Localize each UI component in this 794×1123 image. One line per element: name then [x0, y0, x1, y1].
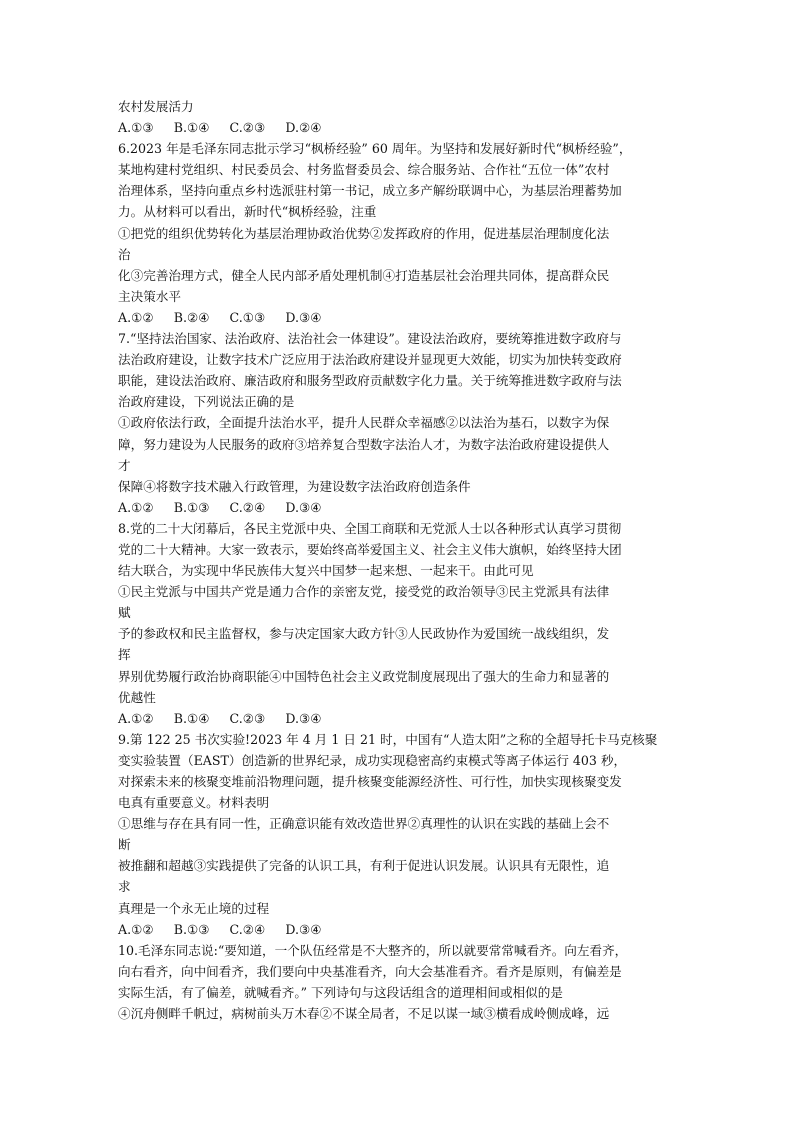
question-text-line: ①政府依法行政，全面提升法治水平，提升人民群众幸福感②以法治为基石，以数字为保 — [118, 415, 610, 431]
answer-options — [118, 307, 680, 328]
question-6 — [118, 138, 680, 328]
question-text-line: ①民主党派与中国共产党是通力合作的亲密友党，接受党的政治领导③民主党派具有法律 — [118, 584, 610, 600]
question-text-line: ①思维与存在具有同一性，正确意识能有效改造世界②真理性的认识在实践的基础上会不 — [118, 816, 610, 832]
option-b: B.①③ — [173, 921, 210, 937]
question-text-line: 8.党的二十大闭幕后，各民主党派中央、全国工商联和无党派人士以各种形式认真学习贯彻 — [118, 520, 622, 536]
answer-options — [118, 919, 680, 940]
option-d: D.③④ — [285, 921, 322, 937]
option-d: D.③④ — [285, 710, 322, 726]
option-d: D.③④ — [285, 499, 322, 515]
question-text-line: 6.2023 年是毛泽东同志批示学习“枫桥经验” 60 周年。为坚持和发展好新时代“枫桥经验”， — [118, 141, 632, 157]
question-8 — [118, 518, 680, 729]
option-c: C.②③ — [229, 710, 266, 726]
exam-page — [118, 96, 680, 1024]
option-c: C.②④ — [229, 499, 266, 515]
question-text-line: ①把党的组织优势转化为基层治理协政治优势②发挥政府的作用，促进基层治理制度化法 — [118, 225, 610, 241]
option-a: A.①② — [118, 921, 154, 937]
question-text-line: 保障④将数字技术融入行政管理，为建设数字法治政府创造条件 — [118, 478, 471, 494]
question-text-line: 求 — [118, 879, 131, 895]
question-text-line: 治理体系，坚持向重点乡村选派驻村第一书记，成立多产解纷联调中心，为基层治理蓄势加 — [118, 183, 622, 199]
question-text-line: 优越性 — [118, 689, 156, 705]
option-b: B.①④ — [173, 710, 210, 726]
option-b: B.②④ — [173, 309, 210, 325]
question-text-line: 主决策水平 — [118, 288, 181, 304]
question-text-line: 职能，建设法治政府、廉洁政府和服务型政府贡献数字化力量。关于统筹推进数字政府与法 — [118, 373, 622, 389]
question-text-line: 才 — [118, 457, 131, 473]
question-text-line: 治 — [118, 246, 131, 262]
question-text-line: 党的二十大精神。大家一致表示，要始终高举爱国主义、社会主义伟大旗帜，始终坚持大团 — [118, 541, 622, 557]
question-text-line: 向右看齐，向中间看齐，我们要向中央基准看齐，向大会基准看齐。看齐是原则，有偏差是 — [118, 963, 622, 979]
question-text-line: 某地构建村党组织、村民委员会、村务监督委员会、综合服务站、合作社“五位一体”农村 — [118, 162, 610, 178]
question-7 — [118, 328, 680, 518]
question-text-line: 真理是一个永无止境的过程 — [118, 900, 270, 916]
question-text-line: 挥 — [118, 647, 131, 663]
question-text-line: 电真有重要意义。材料表明 — [118, 795, 270, 811]
option-a: A.①③ — [118, 120, 154, 136]
continuation-block — [118, 96, 680, 138]
option-d: D.②④ — [285, 120, 322, 136]
question-9 — [118, 729, 680, 940]
answer-options — [118, 497, 680, 518]
question-text-line: 治政府建设，下列说法正确的是 — [118, 394, 295, 410]
option-b: B.①③ — [173, 499, 210, 515]
question-10 — [118, 940, 680, 1024]
question-text-line: 力。从材料可以看出，新时代“枫桥经验，注重 — [118, 204, 377, 220]
option-c: C.②④ — [229, 921, 266, 937]
option-c: C.①③ — [229, 309, 266, 325]
option-c: C.②③ — [229, 120, 266, 136]
question-text-line: 界别优势履行政治协商职能④中国特色社会主义政党制度展现出了强大的生命力和显著的 — [118, 668, 610, 684]
answer-options — [118, 708, 680, 729]
option-b: B.①④ — [173, 120, 210, 136]
question-text-line: 9.第 122 25 书次实验!2023 年 4 月 1 日 21 时，中国有“人造太阳”之称的全超导托卡马克核聚 — [118, 731, 658, 747]
question-text-line: 予的参政权和民主监督权，参与决定国家大政方针③人民政协作为爱国统一战线组织，发 — [118, 626, 610, 642]
question-text-line: 法治政府建设，让数字技术广泛应用于法治政府建设并显现更大效能，切实为加快转变政府 — [118, 352, 622, 368]
question-text-line: 化③完善治理方式，健全人民内部矛盾处理机制④打造基层社会治理共同体，提高群众民 — [118, 267, 610, 283]
question-text-line: 实际生活，有了偏差，就喊看齐。” 下列诗句与这段话组含的道理相间或相似的是 — [118, 984, 563, 1000]
option-d: D.③④ — [285, 309, 322, 325]
option-a: A.①② — [118, 309, 154, 325]
question-text-line: 农村发展活力 — [118, 99, 194, 114]
option-a: A.①② — [118, 710, 154, 726]
question-text-line: ④沉舟侧畔千帆过，病树前头万木春②不谋全局者，不足以谋一域③横看成岭侧成峰，远 — [118, 1006, 610, 1022]
answer-options — [118, 117, 680, 138]
question-text-line: 10.毛泽东同志说:“要知道，一个队伍经常是不大整齐的，所以就要常常喊看齐。向左看齐， — [118, 942, 628, 958]
question-text-line: 断 — [118, 837, 131, 853]
question-text-line: 对探索未来的核聚变堆前沿物理问题，提升核聚变能源经济性、可行性，加快实现核聚变发 — [118, 774, 622, 789]
question-text-line: 障，努力建设为人民服务的政府③培养复合型数字法治人才，为数字法治政府建设提供人 — [118, 436, 610, 452]
question-text-line: 结大联合，为实现中华民族伟大复兴中国梦一起来想、一起来干。由此可见 — [118, 563, 534, 579]
question-text-line: 变实验装置（EAST）创造新的世界纪录，成功实现稳密高约束模式等离子体运行 403 秒， — [118, 752, 627, 768]
question-text-line: 被推翻和超越③实践提供了完备的认识工具，有利于促进认识发展。认识具有无限性，追 — [118, 858, 610, 874]
question-text-line: 7.“坚持法治国家、法治政府、法治社会一体建设”。建设法治政府，要统筹推进数字政府与 — [118, 331, 622, 347]
option-a: A.①② — [118, 499, 154, 515]
question-text-line: 赋 — [118, 605, 131, 621]
